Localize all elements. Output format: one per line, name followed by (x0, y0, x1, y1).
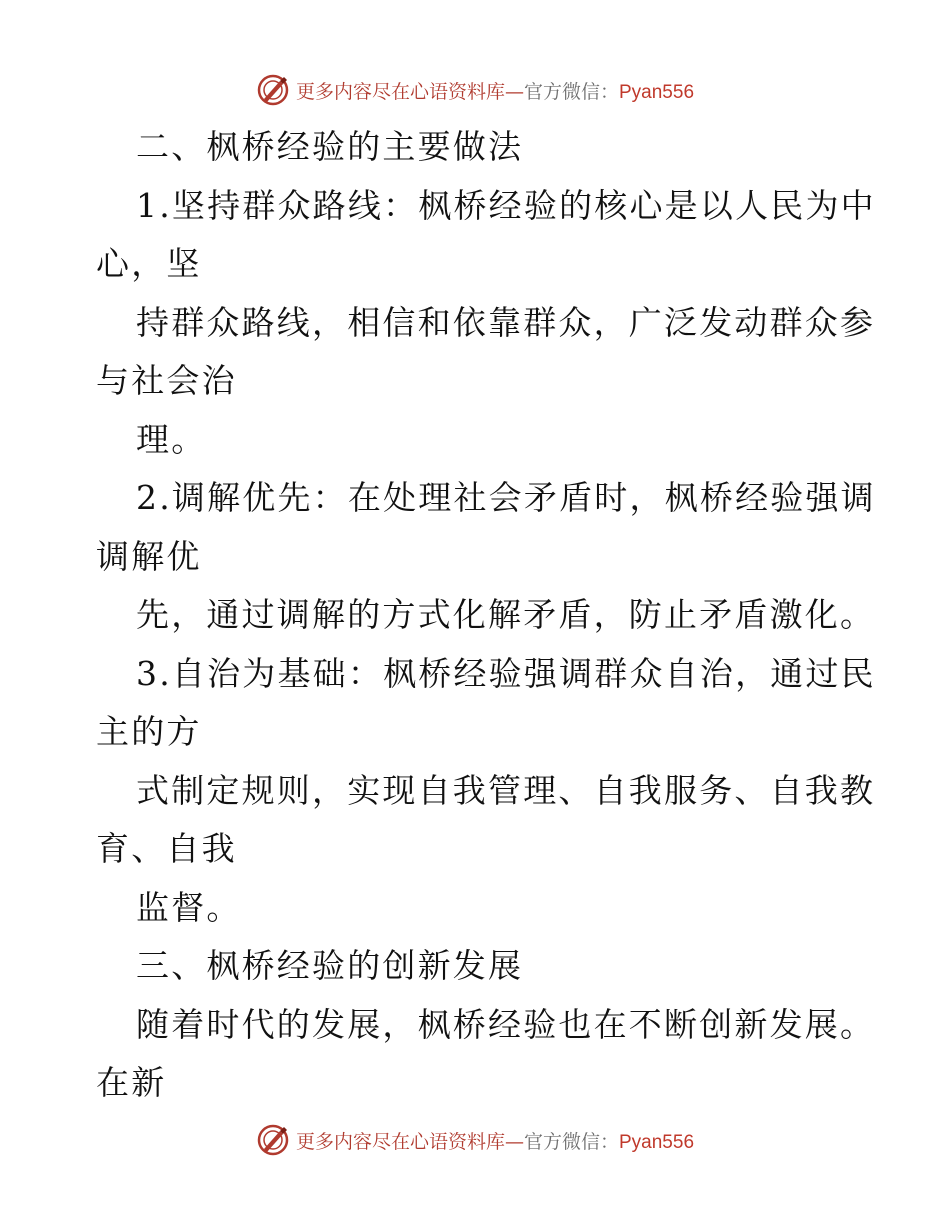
paragraph-line: 3.自治为基础：枫桥经验强调群众自治，通过民 (136, 653, 876, 693)
paragraph-line: 心，坚 (96, 244, 202, 283)
watermark-dash: — (504, 1130, 524, 1153)
document-body (96, 118, 876, 1113)
paragraph-line: 随着时代的发展，枫桥经验也在不断创新发展。 (136, 1004, 876, 1044)
watermark-text (296, 1127, 694, 1154)
header-watermark (0, 70, 950, 110)
paragraph-line: 1.坚持群众路线：枫桥经验的核心是以人民为中 (136, 185, 876, 225)
watermark-wechat-id: Pyan556 (619, 1131, 695, 1153)
pen-logo-icon (256, 73, 290, 107)
watermark-main-text: 更多内容尽在心语资料库 (295, 80, 505, 103)
paragraph-line: 持群众路线，相信和依靠群众，广泛发动群众参 (136, 302, 876, 342)
paragraph-line: 理。 (136, 419, 207, 459)
watermark-wechat-id: Pyan556 (619, 81, 695, 103)
paragraph-line: 与社会治 (96, 361, 237, 400)
paragraph-line: 育、自我 (96, 829, 237, 868)
paragraph-line: 先，通过调解的方式化解矛盾，防止矛盾激化。 (136, 595, 876, 634)
paragraph-line: 主的方 (96, 712, 202, 751)
paragraph-line: 2.调解优先：在处理社会矛盾时，枫桥经验强调 (136, 478, 876, 517)
paragraph-line: 监督。 (136, 887, 242, 927)
paragraph-line: 在新 (96, 1063, 167, 1102)
paragraph-line: 三、枫桥经验的创新发展 (136, 946, 524, 985)
watermark-text (296, 77, 694, 104)
watermark-main-text: 更多内容尽在心语资料库 (295, 1130, 505, 1153)
watermark-dash: — (504, 80, 524, 103)
watermark-label: 官方微信： (523, 80, 619, 103)
paragraph-line: 式制定规则，实现自我管理、自我服务、自我教 (136, 770, 876, 810)
paragraph-line: 调解优 (96, 536, 202, 576)
paragraph-line: 二、枫桥经验的主要做法 (136, 127, 524, 166)
watermark-label: 官方微信： (523, 1130, 619, 1153)
footer-watermark (0, 1120, 950, 1160)
pen-logo-icon (256, 1123, 290, 1157)
